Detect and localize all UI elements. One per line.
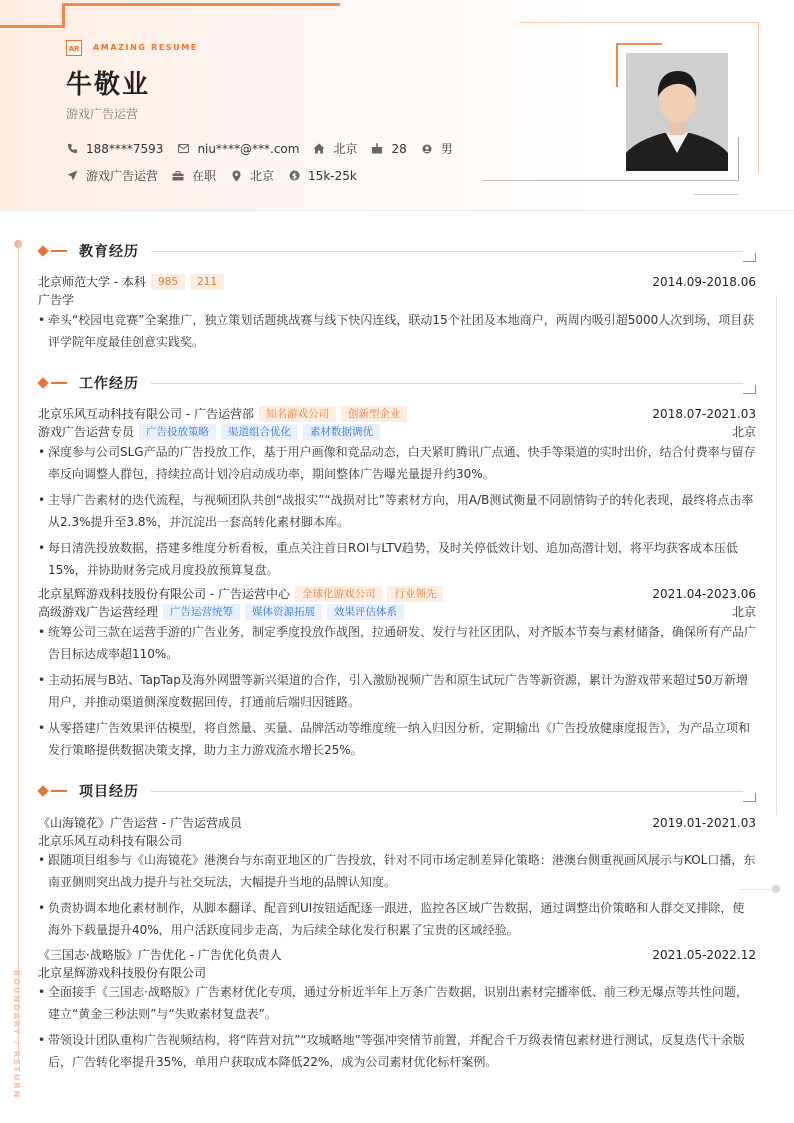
school-tag: 211 [190,274,224,290]
diamond-icon [37,377,48,388]
bullet-text: 主动拓展与B站、TapTap及海外网盟等新兴渠道的合作，引入激励视频广告和原生试玩广告等新资源，累计为游戏带来超过50万新增用户，并推动渠道侧深度数据回传，打通前后端归因链路。 [48,673,749,709]
section-corner [743,793,756,802]
bullet-text: 统筹公司三款在运营手游的广告业务，制定季度投放作战图，拉通研发、发行与社区团队，对齐版本节奏与素材储备，确保所有产品广告目标达成率超110%。 [48,625,757,661]
salary-info [288,169,357,183]
age-info [371,142,406,156]
project-company-row [38,832,756,849]
education-date: 2014.09-2018.06 [652,274,756,289]
bullet-dot-icon: • [38,541,46,555]
skill-tag: 渠道组合优化 [221,424,298,440]
skill-tag: 素材数据调优 [303,424,380,440]
section-project-title [38,782,756,800]
send-icon [66,170,78,182]
job-date: 2018.07-2021.03 [652,406,756,421]
mail-icon [177,143,189,155]
diamond-icon [37,245,48,256]
job-city: 北京 [731,605,756,619]
phone-icon [66,143,78,155]
job-date: 2021.04-2023.06 [652,586,756,601]
city-text: 北京 [333,142,358,156]
decor-corner [0,25,64,28]
briefcase-icon [172,170,184,182]
job-intent-row [66,167,371,184]
gender-text: 男 [440,142,453,156]
bullet-dot-icon: • [38,493,46,507]
project-title: 《三国志·战略版》广告优化 - 广告优化负责人 [38,948,282,962]
project-bullet [38,1029,756,1073]
project-header-row [38,946,756,963]
candidate-name: 牛敬业 [66,70,151,100]
job-header-row [38,405,756,422]
section-dash [51,790,67,792]
candidate-title: 游戏广告运营 [66,107,139,121]
project-company: 北京星辉游戏科技股份有限公司 [38,966,207,980]
intent-position-info [66,167,158,184]
job-role: 游戏广告运营专员 [38,425,135,439]
project-bullet [38,981,756,1025]
age-text: 28 [391,141,407,156]
section-divider [151,251,743,252]
bullet-text: 深度参与公司SLG产品的广告投放工作，基于用户画像和竞品动态，白天紧盯腾讯广点通、快手等渠道的实时出价，结合付费率与留存率反向调整人群包，持续拉高计划冷启动成功率，期间整体广告曝光量提升约30%。 [48,445,756,481]
education-header-row [38,273,756,290]
bullet-text: 牵头“校园电竞赛”全案推广，独立策划话题挑战赛与线下快闪连线，联动15个社团及本地商户，两周内吸引超5000人次到场，项目获评学院年度最佳创意实践奖。 [48,313,755,349]
project-company-row [38,964,756,981]
status-info [172,167,216,184]
cake-icon [371,143,383,155]
company-line: 北京乐风互动科技有限公司 - 广告运营部 [38,407,254,421]
section-divider [151,383,743,384]
project-date: 2019.01-2021.03 [652,815,756,830]
section-corner [743,253,756,262]
skill-tag: 广告投放策略 [139,424,216,440]
decor-frame [694,180,738,195]
school-line: 北京师范大学 - 本科 [38,275,146,289]
major-text: 广告学 [38,293,75,307]
section-corner [743,385,756,394]
section-divider [151,791,743,792]
section-dash [51,382,67,384]
email-info [177,142,299,156]
company-tag: 行业领先 [387,586,443,602]
header [0,0,794,211]
company-tag: 全球化游戏公司 [295,586,383,602]
bullet-text: 主导广告素材的迭代流程，与视频团队共创“战报实”“战损对比”等素材方向，用A/B测试衡量不同剧情钩子的转化表现，最终将点击率从2.3%提升至3.8%，并沉淀出一套高转化素材脚本库。 [48,493,754,529]
resume-badge-text: AMAZING RESUME [93,43,198,52]
profile-photo [626,53,728,171]
bullet-dot-icon: • [38,445,46,459]
city-info [313,140,357,157]
intent-position-text: 游戏广告运营 [86,169,159,183]
major-row [38,291,756,308]
salary-text: 15k-25k [308,168,357,183]
job-bullet [38,537,756,581]
bullet-text: 从零搭建广告效果评估模型，将自然量、买量、品牌活动等维度统一纳入归因分析，定期输出《广告投放健康度报告》，为产品立项和发行策略提供数据决策支撑，助力主力游戏流水增长25%。 [48,721,751,757]
gender-icon [421,143,433,155]
section-heading: 工作经历 [79,376,139,392]
section-work-title [38,374,756,392]
intent-city-text: 北京 [250,169,275,183]
skill-tag: 广告运营统筹 [163,604,240,620]
school-tag: 985 [151,274,185,290]
intent-city-info [230,167,274,184]
job-bullet [38,717,756,761]
job-role: 高级游戏广告运营经理 [38,605,159,619]
skill-tag: 媒体资源拓展 [245,604,322,620]
email-text: niu****@***.com [197,141,300,156]
bullet-text: 负责协调本地化素材制作，从脚本翻译、配音到UI按钮适配逐一跟进，监控各区域广告数据，通过调整出价策略和人群交叉排除，使海外下载量提升40%，用户活跃度同步走高，为后续全球化发行积累了宝贵的区域经验。 [48,901,745,937]
skill-tag: 效果评估体系 [327,604,404,620]
bullet-dot-icon: • [38,673,46,687]
status-text: 在职 [192,169,217,183]
bullet-dot-icon: • [38,313,46,327]
section-heading: 教育经历 [79,244,139,260]
bullet-text: 跟随项目组参与《山海镜花》港澳台与东南亚地区的广告投放，针对不同市场定制差异化策略：港澳台侧重视画风展示与KOL口播，东南亚侧则突出战力提升与社交玩法，大幅提升当地的品牌认知度。 [48,853,756,889]
job-bullet [38,441,756,485]
bullet-dot-icon: • [38,625,46,639]
job-city: 北京 [731,425,756,439]
section-education-title [38,242,756,260]
bullet-dot-icon: • [38,1033,46,1047]
company-tag: 创新型企业 [341,406,408,422]
home-icon [313,143,325,155]
section-heading: 项目经历 [79,784,139,800]
company-line: 北京星辉游戏科技股份有限公司 - 广告运营中心 [38,587,290,601]
job-role-row [38,603,756,620]
project-title: 《山海镜花》广告运营 - 广告运营成员 [38,816,242,830]
bullet-text: 带领设计团队重构广告视频结构，将“阵营对抗”“攻城略地”等强冲突情节前置，并配合千万级表情包素材进行测试，反复迭代十余版后，广告转化率提升35%，单用户获取成本降低22%，成为公司素材优化标杆案例。 [48,1033,745,1069]
company-tag: 知名游戏公司 [259,406,336,422]
bullet-dot-icon: • [38,853,46,867]
bullet-dot-icon: • [38,901,46,915]
resume-badge-icon: AR [66,40,82,56]
decor-corner [62,3,65,28]
svg-text:$: $ [291,171,297,181]
project-bullet [38,849,756,893]
job-bullet [38,489,756,533]
right-decor-line [776,295,777,815]
job-role-row [38,423,756,440]
contact-row [66,140,467,157]
side-vertical-text: BOUNDARY / RETURN [12,970,21,1100]
right-decor-dot [772,885,780,893]
location-icon [230,170,242,182]
decor-line [64,3,340,6]
education-bullet [38,309,756,353]
diamond-icon [37,785,48,796]
project-header-row [38,814,756,831]
job-bullet [38,621,756,665]
project-date: 2021.05-2022.12 [652,947,756,962]
gender-info [421,140,453,157]
project-company: 北京乐风互动科技有限公司 [38,834,183,848]
project-bullet [38,897,756,941]
phone-text: 188****7593 [86,141,164,156]
bullet-text: 每日清洗投放数据，搭建多维度分析看板，重点关注首日ROI与LTV趋势，及时关停低效计划、追加高潜计划，将平均获客成本压低15%，并协助财务完成月度投放预算复盘。 [48,541,738,577]
phone-info [66,142,163,156]
bullet-dot-icon: • [38,985,46,999]
job-bullet [38,669,756,713]
bullet-dot-icon: • [38,721,46,735]
bullet-text: 全面接手《三国志·战略版》广告素材优化专项，通过分析近半年上万条广告数据，识别出素材完播率低、前三秒无爆点等共性问题，建立“黄金三秒法则”与“失败素材复盘表”。 [48,985,748,1021]
timeline-line [18,244,19,1064]
job-header-row [38,585,756,602]
salary-icon [288,170,300,182]
section-dash [51,250,67,252]
